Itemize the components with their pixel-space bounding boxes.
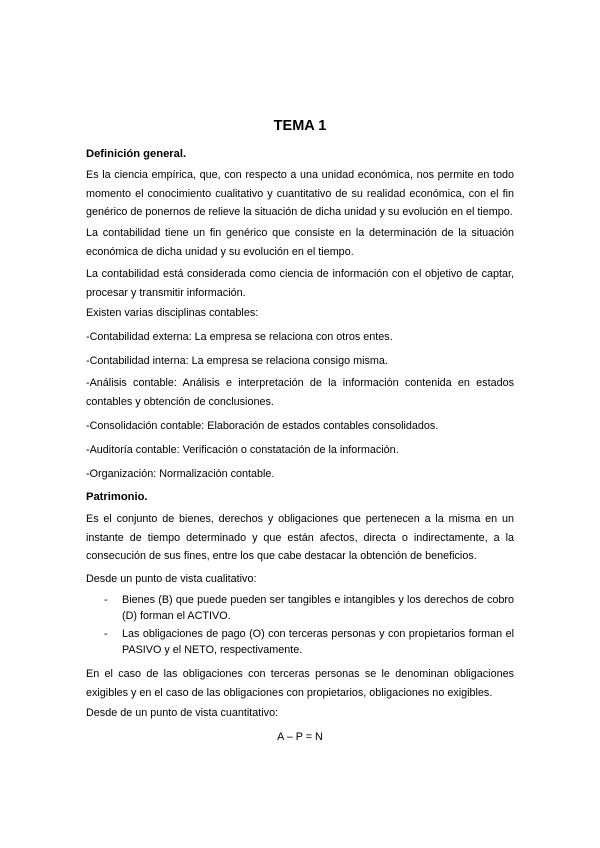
paragraph-definicion-1: Es la ciencia empírica, que, con respecto a una unidad económica, nos permite en todo momento el conocimiento cualitativo y cuantitativo de su realidad económica, con el fin genérico de ponernos de relieve la situación de dicha unidad y su evolución en el tiempo. [86, 169, 514, 218]
bullet-text: Bienes (B) que puede pueden ser tangibles e intangibles y los derechos de cobro (D) forman el ACTIVO. [122, 594, 514, 622]
paragraph-cuantitativo-intro: Desde de un punto de vista cuantitativo: [86, 707, 279, 719]
paragraph-cualitativo-intro: Desde un punto de vista cualitativo: [86, 573, 257, 585]
paragraph-patrimonio-3: En el caso de las obligaciones con terceras personas se le denominan obligaciones exigibles y en el caso de las obligaciones con propietarios, obligaciones no exigibles. [86, 668, 514, 699]
list-item-disciplina: -Auditoría contable: Verificación o constatación de la información. [86, 444, 399, 456]
paragraph-definicion-3: La contabilidad está considerada como ciencia de información con el objetivo de captar, procesar y transmitir información. [86, 268, 514, 299]
bullet-marker: - [104, 594, 108, 606]
page-title: TEMA 1 [273, 118, 327, 134]
section-heading-definicion: Definición general. [86, 148, 187, 160]
paragraph-definicion-2: La contabilidad tiene un fin genérico que consiste en la determinación de la situación económica de dicha unidad y su evolución en el tiempo. [86, 227, 514, 258]
list-item-disciplina: -Organización: Normalización contable. [86, 468, 275, 480]
list-item-disciplina: -Contabilidad externa: La empresa se relaciona con otros entes. [86, 331, 393, 343]
list-item-disciplina: -Contabilidad interna: La empresa se relaciona consigo misma. [86, 355, 388, 367]
equation: A – P = N [277, 731, 323, 743]
bullet-marker: - [104, 628, 108, 640]
paragraph-disciplinas-intro: Existen varias disciplinas contables: [86, 307, 259, 319]
list-item-disciplina: -Análisis contable: Análisis e interpretación de la información contenida en estados contables y obtención de conclusiones. [86, 377, 514, 408]
section-heading-patrimonio: Patrimonio. [86, 491, 148, 503]
bullet-text: Las obligaciones de pago (O) con terceras personas y con propietarios forman el PASIVO y el NETO, respectivamente. [122, 628, 514, 656]
list-item-disciplina: -Consolidación contable: Elaboración de estados contables consolidados. [86, 420, 439, 432]
paragraph-patrimonio-1: Es el conjunto de bienes, derechos y obligaciones que pertenecen a la misma en un instante de tiempo determinado y que están afectos, directa o indirectamente, a la consecución de sus fines, entre los que cabe destacar la obtención de beneficios. [86, 513, 514, 562]
